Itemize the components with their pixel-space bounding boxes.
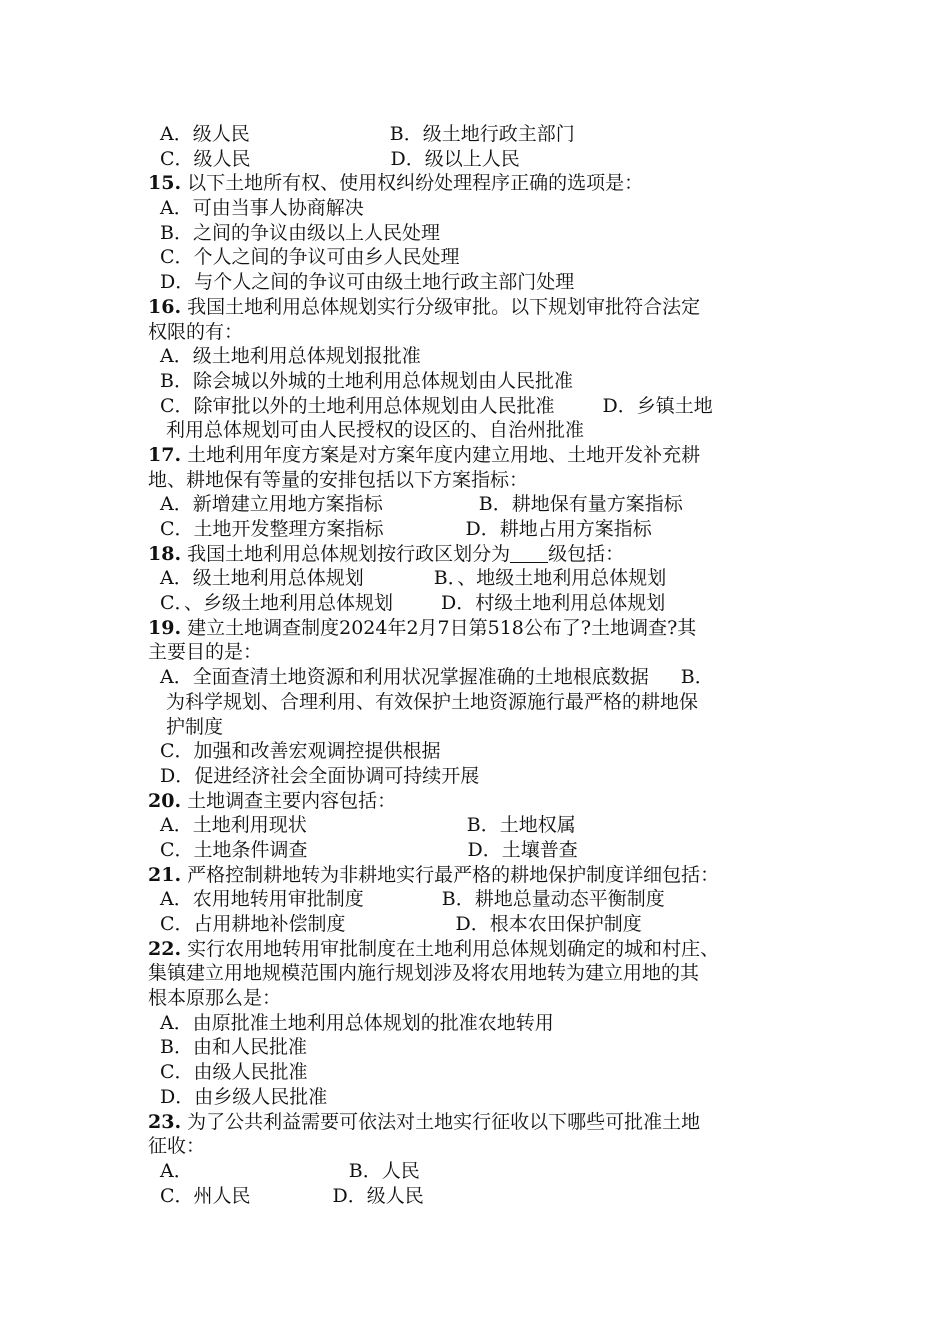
question-text: 建立土地调查制度2024年2月7日第518公布了?土地调查?其 [181,616,697,639]
option-pair [148,492,818,517]
option-item: B．耕地保有量方案指标 [478,493,683,516]
question-line [148,937,818,962]
question-continuation: 地、耕地保有等量的安排包括以下方案指标： [148,468,529,491]
option-item: B．人民 [348,1159,420,1182]
option-item: A．土地利用现状 [160,814,307,837]
question-text: 实行农用地转用审批制度在土地利用总体规划确定的城和村庄、 [181,937,720,960]
option-line: D．与个人之间的争议可由级土地行政主部门处理 [160,271,575,294]
option-line: C．加强和改善宏观调控提供根据 [160,740,441,763]
option-item: D．乡镇土地 [602,394,713,417]
option-item: D．村级土地利用总体规划 [441,592,666,615]
option-item: C．级人民 [160,147,251,170]
question-line [148,616,818,641]
option-pair [148,887,818,912]
question-line [148,863,818,888]
question-line [148,171,818,196]
option-continuation: 护制度 [166,715,224,738]
question-text-after: 级包括： [548,542,625,565]
option-item: A．级人民 [160,123,250,145]
option-item: D．级以上人民 [390,147,520,170]
option-pair [148,394,818,419]
option-pair [148,591,818,616]
option-item: B．、地级土地利用总体规划 [433,567,667,590]
question-number: 19. [148,616,182,639]
question-text: 我国土地利用总体规划实行分级审批。以下规划审批符合法定 [181,295,701,318]
option-continuation: 利用总体规划可由人民授权的设区的、自治州批准 [166,419,585,442]
question-text: 土地调查主要内容包括： [181,789,397,812]
question-line [148,443,818,468]
option-item: C．、乡级土地利用总体规划 [160,592,394,615]
question-number: 15. [148,172,182,195]
option-line: A．由原批准土地利用总体规划的批准农地转用 [160,1011,554,1034]
option-item: B．土地权属 [466,814,576,837]
option-pair [148,1184,818,1209]
option-pair [148,566,818,591]
option-item: A． [160,1159,193,1182]
option-line: B．除会城以外城的土地利用总体规划由人民批准 [160,369,573,392]
option-item: B． [680,666,714,689]
option-line: C．由级人民批准 [160,1061,308,1084]
option-line: A．可由当事人协商解决 [160,197,364,220]
question-text: 严格控制耕地转为非耕地实行最严格的耕地保护制度详细包括： [181,863,720,886]
option-item: A．农用地转用审批制度 [160,888,364,911]
question-continuation: 征收： [148,1135,206,1158]
question-number: 17. [148,443,182,466]
option-pair [148,838,818,863]
option-item: C．占用耕地补偿制度 [160,913,346,935]
question-text: 我国土地利用总体规划按行政区划分为 [181,542,511,565]
option-line: B．之间的争议由级以上人民处理 [160,221,440,244]
question-continuation: 权限的有： [148,320,244,343]
option-item: D．耕地占用方案指标 [465,518,652,540]
option-pair [148,147,818,172]
question-continuation: 根本原那么是： [148,987,282,1010]
option-pair [148,517,818,542]
option-item: A．新增建立用地方案指标 [160,493,383,516]
question-line [148,789,818,814]
option-item: D．级人民 [332,1184,424,1207]
option-line: D．由乡级人民批准 [160,1085,328,1108]
question-line [148,295,818,320]
option-continuation: 为科学规划、合理利用、有效保护土地资源施行最严格的耕地保 [166,690,699,713]
option-item: D．土壤普查 [467,838,578,861]
option-line: A．级土地利用总体规划报批准 [160,345,421,368]
option-item: B．级土地行政主部门 [389,123,575,145]
question-number: 16. [148,295,182,318]
document-page [148,122,818,1208]
question-continuation: 集镇建立用地规模范围内施行规划涉及将农用地转为建立用地的其 [148,962,700,985]
option-item: D．根本农田保护制度 [455,913,642,935]
option-item: A．级土地利用总体规划 [160,567,364,590]
option-line: C．个人之间的争议可由乡人民处理 [160,246,460,269]
option-line: D．促进经济社会全面协调可持续开展 [160,764,480,787]
question-text: 为了公共利益需要可依法对土地实行征收以下哪些可批准土地 [181,1110,701,1133]
question-number: 23. [148,1110,182,1133]
question-line [148,1110,818,1135]
option-pair [148,912,818,937]
option-item: B．耕地总量动态平衡制度 [441,888,665,911]
option-pair [148,122,818,147]
option-line: B．由和人民批准 [160,1036,307,1059]
question-text: 以下土地所有权、使用权纠纷处理程序正确的选项是： [181,172,644,195]
option-pair [148,813,818,838]
question-text: 土地利用年度方案是对方案年度内建立用地、土地开发补充耕 [181,443,701,466]
option-pair [148,1159,818,1184]
option-pair [148,665,818,690]
option-item: A．全面查清土地资源和利用状况掌握准确的土地根底数据 [160,666,649,689]
question-number: 21. [148,863,182,886]
option-item: C．土地条件调查 [160,838,308,861]
option-item: C．除审批以外的土地利用总体规划由人民批准 [160,394,555,417]
question-number: 20. [148,789,182,812]
question-continuation: 主要目的是： [148,641,263,664]
question-number: 22. [148,937,182,960]
question-number: 18. [148,542,182,565]
fill-blank [510,544,548,563]
option-item: C．州人民 [160,1184,251,1207]
option-item: C．土地开发整理方案指标 [160,518,384,540]
question-line [148,542,818,567]
